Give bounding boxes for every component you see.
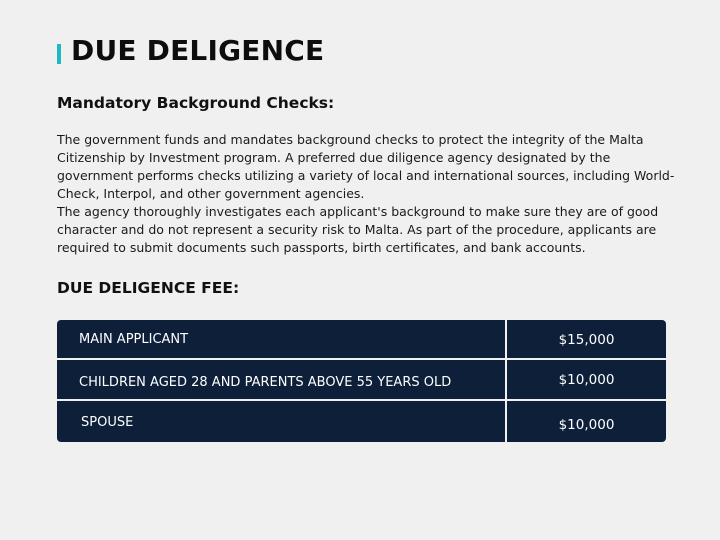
background-checks-heading: Mandatory Background Checks:: [57, 94, 335, 112]
table-row: [57, 320, 666, 358]
page-title: DUE DELIGENCE: [71, 34, 325, 67]
fee-amount: $15,000: [558, 332, 615, 348]
fee-label: MAIN APPLICANT: [79, 332, 189, 347]
background-checks-text: [57, 131, 677, 257]
fee-label: SPOUSE: [81, 415, 134, 430]
fee-amount: $10,000: [558, 372, 615, 388]
table-row: [57, 360, 666, 399]
paragraph-1: The government funds and mandates background checks to protect the integrity of the Malta Citizenship by Investment program. A preferred due diligence agency designated by the government performs checks utilizing a variety of local and international sources, including World-Check, Interpol, and other government agencies.: [57, 132, 675, 201]
table-row: [57, 401, 666, 442]
fee-table: [57, 320, 666, 442]
paragraph-2: The agency thoroughly investigates each applicant's background to make sure they are of good character and do not represent a security risk to Malta. As part of the procedure, applicants are required to submit documents such passports, birth certificates, and bank accounts.: [57, 204, 659, 255]
fee-heading: DUE DELIGENCE FEE:: [57, 279, 240, 297]
fee-amount: $10,000: [558, 417, 615, 433]
fee-label: CHILDREN AGED 28 AND PARENTS ABOVE 55 YEARS OLD: [79, 375, 452, 390]
title-accent-bar: [57, 44, 61, 64]
